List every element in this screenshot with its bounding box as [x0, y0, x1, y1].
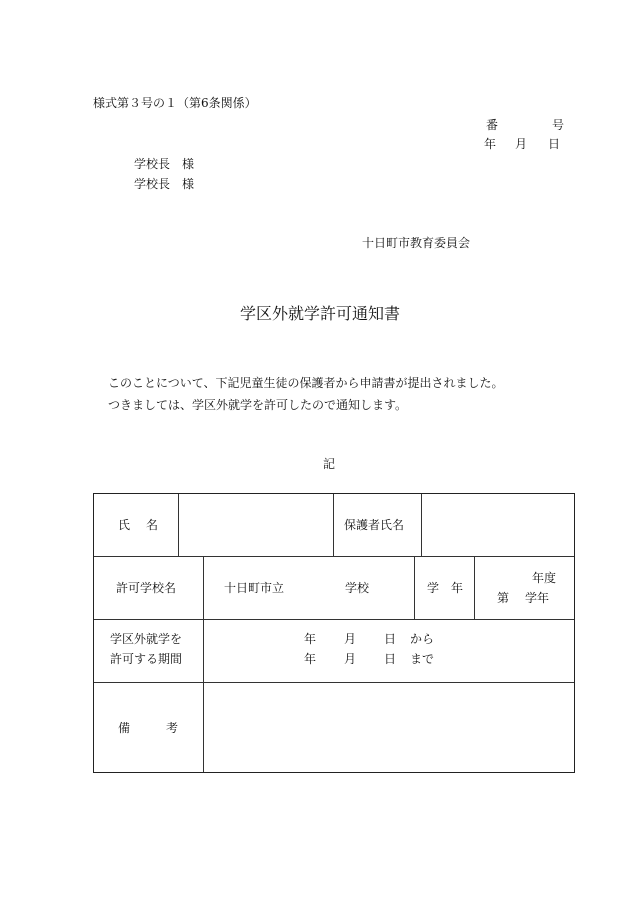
period-from-suffix: から	[410, 632, 435, 646]
guardian-label: 保護者氏名	[344, 518, 405, 532]
period-to-year: 年	[304, 652, 317, 666]
ref-label-go: 号	[552, 118, 565, 132]
recipient-1	[134, 157, 194, 171]
recipient-honorific: 様	[182, 157, 195, 171]
grade-number	[497, 591, 549, 605]
period-label-2: 許可する期間	[110, 652, 183, 666]
name-label	[118, 518, 158, 532]
grade-gakunen: 学年	[525, 591, 550, 605]
document-title: 学区外就学許可通知書	[240, 304, 401, 323]
period-label-1: 学区外就学を	[110, 632, 183, 646]
issuer: 十日町市教育委員会	[362, 236, 471, 250]
form-number: 様式第３号の１（第6条関係）	[93, 96, 257, 110]
grade-dai: 第	[497, 591, 510, 605]
permission-table	[93, 493, 575, 773]
body-line-1: このことについて、下記児童生徒の保護者から申請書が提出されました。	[108, 376, 504, 390]
name-label-part: 氏	[118, 518, 131, 532]
date-day-label: 日	[548, 137, 561, 151]
school-prefix: 十日町市立	[224, 581, 285, 595]
period-to-day: 日	[384, 652, 397, 666]
grade-label-part: 年	[451, 581, 464, 595]
period-from-day: 日	[384, 632, 397, 646]
remarks-label	[118, 721, 178, 735]
recipient-2	[134, 177, 194, 191]
remarks-label-part: 考	[166, 721, 179, 735]
grade-label-part: 学	[427, 581, 440, 595]
period-from-month: 月	[344, 632, 357, 646]
recipient-title: 学校長	[134, 157, 171, 171]
school-label: 許可学校名	[116, 581, 177, 595]
remarks-label-part: 備	[118, 721, 131, 735]
recipient-title: 学校長	[134, 177, 171, 191]
name-label-part: 名	[146, 518, 159, 532]
grade-label	[427, 581, 463, 595]
guardian-value-field[interactable]	[423, 496, 571, 554]
period-from-year: 年	[304, 632, 317, 646]
date-month-label: 月	[515, 137, 528, 151]
period-to-month: 月	[344, 652, 357, 666]
recipient-honorific: 様	[182, 177, 195, 191]
school-suffix: 学校	[345, 581, 370, 595]
fiscal-year-label: 年度	[532, 571, 557, 585]
name-value-field[interactable]	[180, 496, 330, 554]
ref-label-ban: 番	[486, 118, 499, 132]
body-line-2: つきましては、学区外就学を許可したので通知します。	[108, 398, 408, 412]
date-year-label: 年	[484, 137, 497, 151]
period-to-suffix: まで	[410, 652, 435, 666]
ki-label: 記	[323, 457, 336, 471]
remarks-value-field[interactable]	[205, 684, 571, 770]
